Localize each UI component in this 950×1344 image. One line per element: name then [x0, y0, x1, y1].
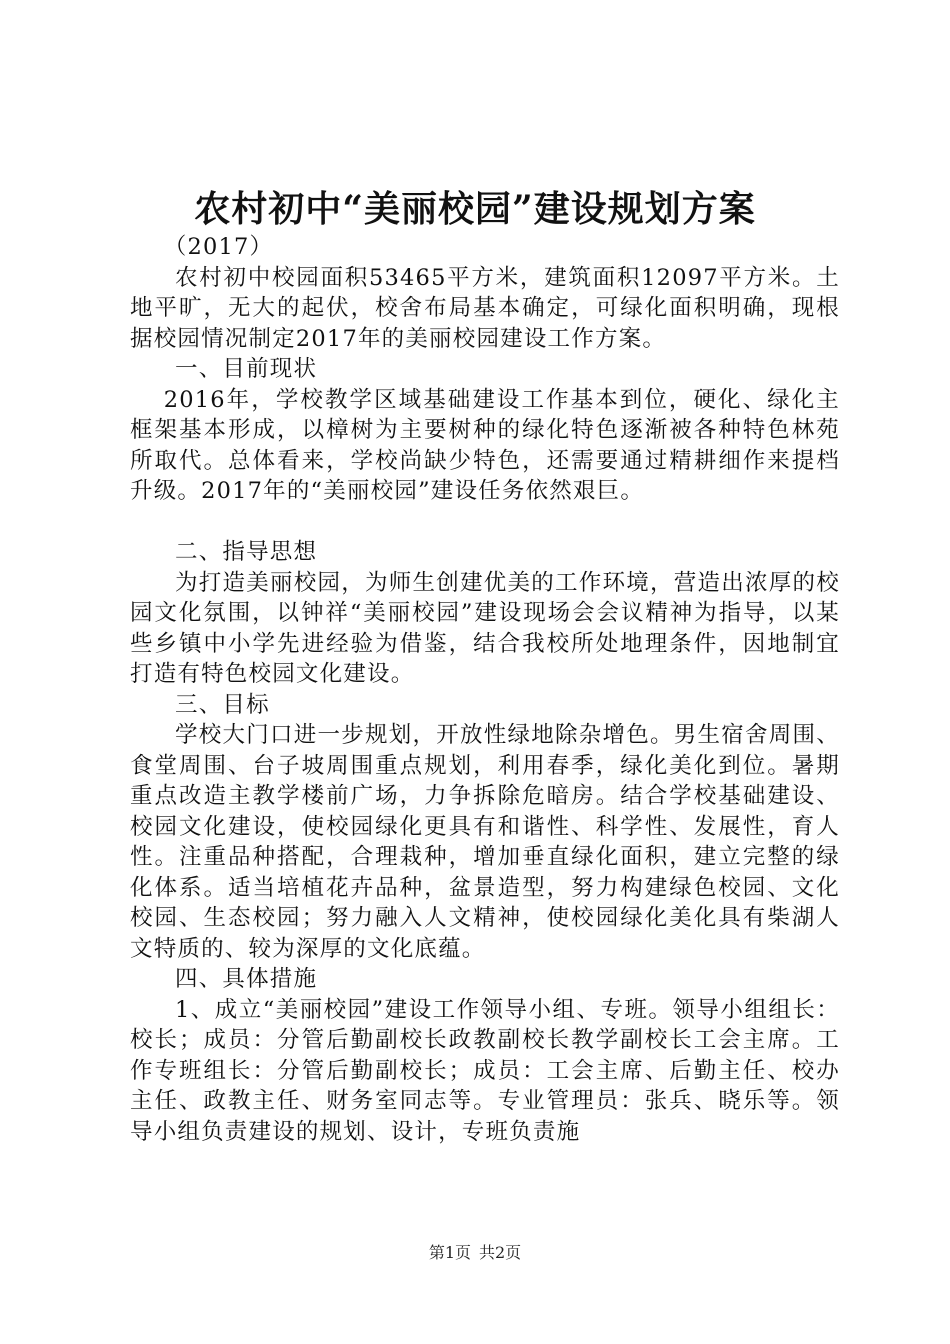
- section-heading-guiding-idea: 二、指导思想: [175, 539, 318, 565]
- paragraph-gap: [130, 507, 840, 538]
- page-number: 第1页: [428, 1243, 471, 1262]
- section-status-paragraph: 2016年，学校教学区域基础建设工作基本到位，硬化、绿化主框架基本形成，以樟树为主要树种的绿化特色逐渐被各种特色林苑所取代。总体看来，学校尚缺少特色，还需要通过精耕细作来提档升级。2017年的“美丽校园”建设任务依然艰巨。: [130, 386, 840, 504]
- document-body: [130, 232, 840, 1147]
- section-goals-paragraph: 学校大门口进一步规划，开放性绿地除杂增色。男生宿舍周围、食堂周围、台子坡周围重点规划，利用春季，绿化美化到位。暑期重点改造主教学楼前广场，力争拆除危暗房。结合学校基础建设、校园文化建设，使校园绿化更具有和谐性、科学性、发展性，育人性。注重品种搭配，合理栽种，增加垂直绿化面积，建立完整的绿化体系。适当培植花卉品种，盆景造型，努力构建绿色校园、文化校园、生态校园；努力融入人文精神，使校园绿化美化具有柴湖人文特质的、较为深厚的文化底蕴。: [130, 722, 840, 962]
- section-heading-measures: 四、具体措施: [175, 966, 318, 992]
- page-total: 共2页: [479, 1243, 522, 1262]
- year-line: （2017）: [163, 234, 274, 260]
- page-footer: [0, 1242, 950, 1264]
- section-heading-status: 一、目前现状: [175, 356, 318, 382]
- section-guiding-idea-paragraph: 为打造美丽校园，为师生创建优美的工作环境，营造出浓厚的校园文化氛围，以钟祥“美丽校园”建设现场会会议精神为指导，以某些乡镇中小学先进经验为借鉴，结合我校所处地理条件，因地制宜打造有特色校园文化建设。: [130, 569, 840, 687]
- section-measures-paragraph: 1、成立“美丽校园”建设工作领导小组、专班。领导小组组长：校长；成员：分管后勤副校长政教副校长教学副校长工会主席。工作专班组长：分管后勤副校长；成员：工会主席、后勤主任、校办主任、政教主任、财务室同志等。专业管理员：张兵、晓乐等。领导小组负责建设的规划、设计，专班负责施: [130, 996, 840, 1145]
- section-heading-goals: 三、目标: [175, 691, 270, 718]
- document-title: 农村初中“美丽校园”建设规划方案: [194, 188, 756, 230]
- intro-paragraph: 农村初中校园面积53465平方米，建筑面积12097平方米。土地平旷，无大的起伏，校舍布局基本确定，可绿化面积明确，现根据校园情况制定2017年的美丽校园建设工作方案。: [130, 264, 840, 352]
